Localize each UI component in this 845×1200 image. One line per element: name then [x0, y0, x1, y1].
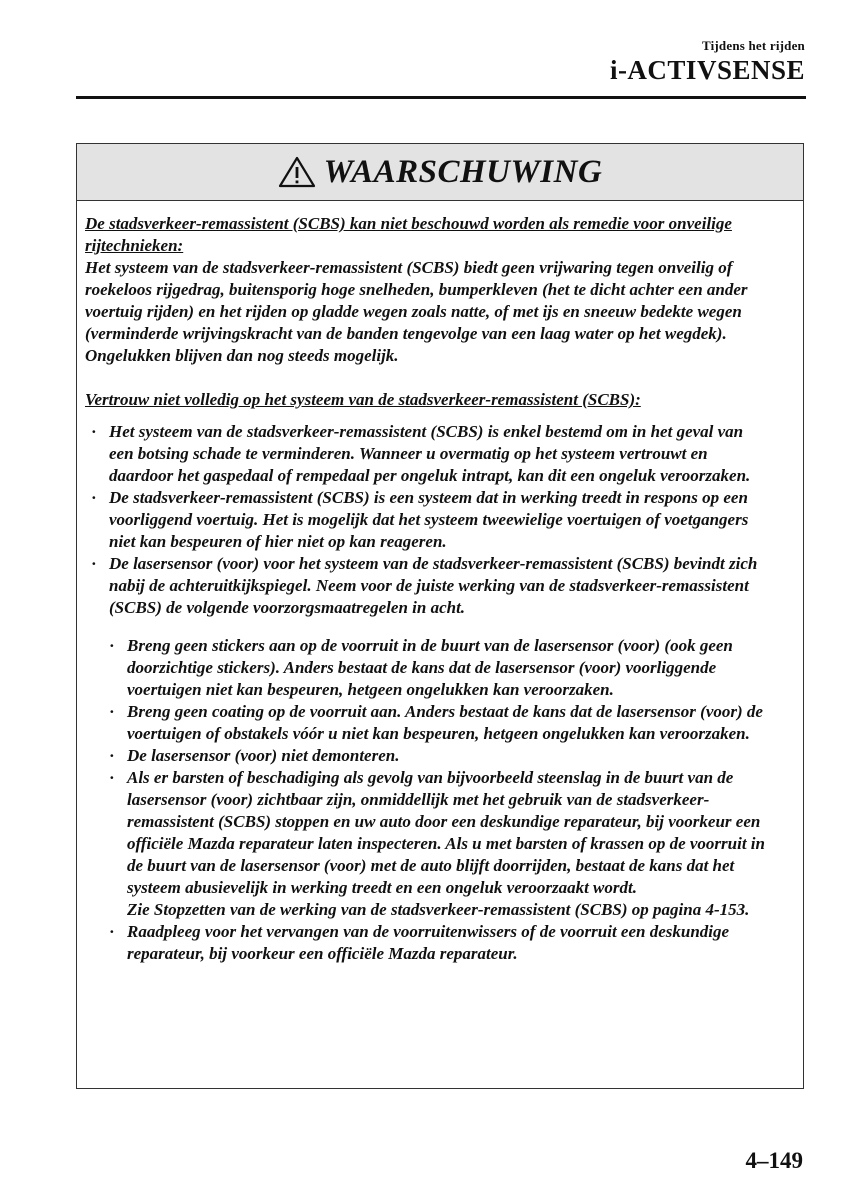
list-item: · De stadsverkeer-remassistent (SCBS) is een systeem dat in werking treedt in respons op een voorliggend voertuig. Het is mogelijk dat het systeem tweewielige voertuigen of voetgangers niet kan bespeuren of hier niet op kan reageren.	[85, 487, 767, 553]
section2-title: Vertrouw niet volledig op het systeem van de stadsverkeer-remassistent (SCBS):	[85, 390, 641, 409]
header-rule	[76, 96, 806, 99]
header-title: i-ACTIVSENSE	[609, 55, 805, 85]
list-item: · Het systeem van de stadsverkeer-remassistent (SCBS) is enkel bestemd om in het geval van een botsing schade te verminderen. Wanneer u overmatig op het systeem vertrouwt en daardoor het gaspedaal of rempedaal per ongeluk intrapt, kan dit een ongeluk veroorzaken.	[85, 421, 767, 487]
sub-bullet-list	[85, 635, 767, 965]
sub-list-item: · Breng geen coating op de voorruit aan. Anders bestaat de kans dat de lasersensor (voor) de voertuigen of obstakels vóór u niet kan bespeuren, hetgeen ongelukken kan veroorzaken.	[103, 701, 767, 745]
spacer	[85, 367, 767, 389]
header-section-label: Tijdens het rijden	[701, 38, 805, 53]
sub-list-item	[103, 767, 767, 921]
list-item: · De lasersensor (voor) voor het systeem van de stadsverkeer-remassistent (SCBS) bevindt zich nabij de achteruitkijkspiegel. Neem voor de juiste werking van de stadsverkeer-remassistent (SCBS) de volgende voorzorgsmaatregelen in acht.	[85, 553, 767, 619]
sub-list-item-text: Als er barsten of beschadiging als gevolg van bijvoorbeeld steenslag in de buurt van de lasersensor (voor) zichtbaar zijn, onmiddellijk met het gebruik van de stadsverkeer-remassistent (SCBS) stoppen en uw auto door een deskundige reparateur, bij voorkeur een officiële Mazda reparateur laten inspecteren. Als u met barsten of krassen op de voorruit in de buurt van de lasersensor (voor) met de auto blijft doorrijden, bestaat de kans dat het systeem abusievelijk in werking treedt en een ongeluk veroorzaakt wordt.	[127, 768, 765, 897]
page-number: 4–149	[745, 1148, 803, 1173]
warning-body	[77, 201, 803, 965]
sub-list-item: · Breng geen stickers aan op de voorruit in de buurt van de lasersensor (voor) (ook geen doorzichtige stickers). Anders bestaat de kans dat de lasersensor (voor) voorliggende voertuigen niet kan bespeuren, hetgeen ongelukken kan veroorzaken.	[103, 635, 767, 701]
section1-text: Het systeem van de stadsverkeer-remassistent (SCBS) biedt geen vrijwaring tegen onveilig of roekeloos rijgedrag, buitensporig hoge snelheden, bumperkleven (het te dicht achter een ander voertuig rijden) en het rijden op gladde wegen zoals natte, of met ijs en sneeuw bedekte wegen (verminderde wrijvingskracht van de banden tengevolge van een laag water op het wegdek). Ongelukken blijven dan nog steeds mogelijk.	[85, 258, 748, 365]
warning-triangle-icon	[278, 156, 316, 188]
sub-list-item: · De lasersensor (voor) niet demonteren.	[103, 745, 767, 767]
warning-title: WAARSCHUWING	[323, 153, 603, 190]
page-reference: Zie Stopzetten van de werking van de stadsverkeer-remassistent (SCBS) op pagina 4-153.	[127, 900, 750, 919]
section1-title: De stadsverkeer-remassistent (SCBS) kan niet beschouwd worden als remedie voor onveilige rijtechnieken:	[85, 214, 732, 255]
warning-box	[76, 143, 804, 1089]
sub-list-item: · Raadpleeg voor het vervangen van de voorruitenwissers of de voorruit een deskundige reparateur, bij voorkeur een officiële Mazda reparateur.	[103, 921, 767, 965]
warning-header	[77, 144, 803, 201]
bullet-list	[85, 421, 767, 619]
